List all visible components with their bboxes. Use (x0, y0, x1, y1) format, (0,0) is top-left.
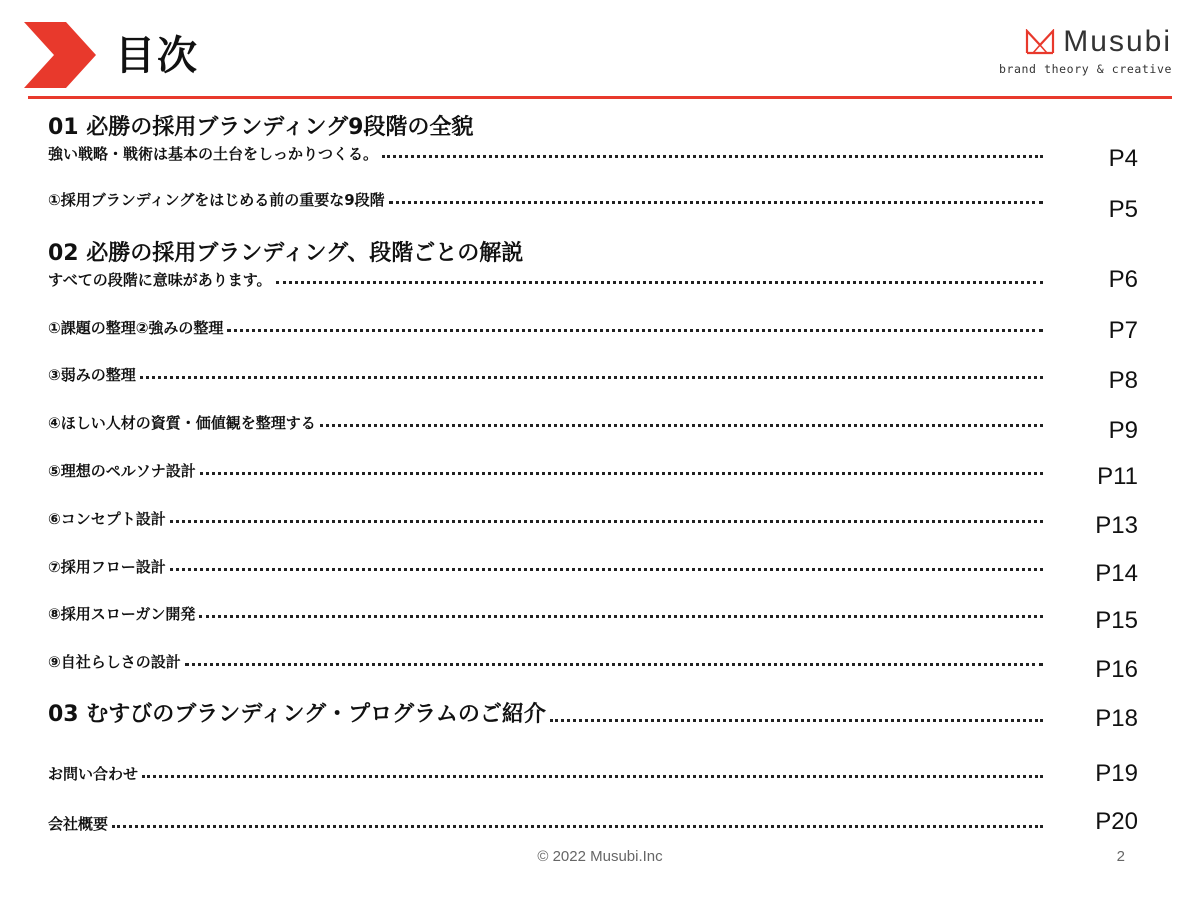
footer-copyright: © 2022 Musubi.Inc (537, 848, 663, 865)
toc-entry[interactable] (48, 188, 1043, 210)
toc-entry-label: ⑨自社らしさの設計 (48, 653, 181, 671)
footer-page-number: 2 (1116, 848, 1125, 865)
dot-leader (140, 376, 1043, 379)
toc-page-number: P14 (1095, 560, 1138, 587)
toc-entry-label: 強い戦略・戦術は基本の土台をしっかりつくる。 (48, 145, 379, 163)
toc-page-number: P15 (1095, 607, 1138, 634)
toc-page-number: P19 (1095, 760, 1138, 787)
toc-entry[interactable] (48, 411, 1043, 433)
page-title: 目次 (115, 33, 199, 79)
toc-entry-label: ③弱みの整理 (48, 366, 136, 384)
toc-entry-label: ①採用ブランディングをはじめる前の重要な9段階 (48, 191, 385, 209)
dot-leader (112, 825, 1043, 828)
dot-leader (142, 775, 1043, 778)
toc-entry[interactable] (48, 762, 1043, 784)
toc-page-number: P16 (1095, 656, 1138, 683)
logo-name: Musubi (1063, 25, 1172, 58)
section-heading-03: 03 むすびのブランディング・プログラムのご紹介 (48, 702, 546, 727)
toc-entry-label: 会社概要 (48, 815, 109, 833)
toc-entry-label: ⑦採用フロー設計 (48, 558, 166, 576)
toc-page-number: P8 (1108, 367, 1138, 394)
toc-entry[interactable] (48, 142, 1043, 164)
toc-page-number: P18 (1095, 705, 1138, 732)
toc-entry-label: お問い合わせ (48, 765, 139, 783)
dot-leader (170, 520, 1043, 523)
toc-entry-section-03[interactable] (48, 698, 1043, 728)
toc-entry[interactable] (48, 555, 1043, 577)
toc-entry[interactable] (48, 363, 1043, 385)
toc-entry[interactable] (48, 268, 1043, 290)
dot-leader (199, 615, 1043, 618)
section-heading-02: 02 必勝の採用ブランディング、段階ごとの解説 (48, 241, 524, 266)
toc-entry-label: ⑧採用スローガン開発 (48, 605, 196, 623)
toc-page-number: P20 (1095, 808, 1138, 835)
toc-page-number: P7 (1108, 317, 1138, 344)
toc-page-number: P5 (1108, 196, 1138, 223)
dot-leader (382, 155, 1043, 158)
section-heading-01: 01 必勝の採用ブランディング9段階の全貌 (48, 115, 474, 140)
toc-page-number: P6 (1108, 266, 1138, 293)
toc-entry-label: すべての段階に意味があります。 (48, 271, 272, 289)
toc-entry-label: ⑥コンセプト設計 (48, 510, 166, 528)
toc-entry-label: ①課題の整理②強みの整理 (48, 319, 224, 337)
toc-entry[interactable] (48, 507, 1043, 529)
toc-page-number: P9 (1108, 417, 1138, 444)
dot-leader (170, 568, 1043, 571)
toc-page-number: P4 (1108, 145, 1138, 172)
logo-tagline: brand theory & creative (998, 62, 1172, 76)
dot-leader (389, 201, 1043, 204)
toc-entry-label: ⑤理想のペルソナ設計 (48, 462, 196, 480)
toc-entry[interactable] (48, 459, 1043, 481)
toc-entry[interactable] (48, 650, 1043, 672)
toc-entry[interactable] (48, 602, 1043, 624)
toc-entry[interactable] (48, 316, 1043, 338)
toc-entry-label: ④ほしい人材の資質・価値観を整理する (48, 414, 316, 432)
toc-page-number: P11 (1097, 463, 1138, 490)
dot-leader (227, 329, 1043, 332)
dot-leader (320, 424, 1043, 427)
toc-page-number: P13 (1095, 512, 1138, 539)
dot-leader (276, 281, 1043, 284)
toc-entry[interactable] (48, 812, 1043, 834)
dot-leader (200, 472, 1043, 475)
dot-leader (550, 719, 1043, 722)
dot-leader (185, 663, 1043, 666)
